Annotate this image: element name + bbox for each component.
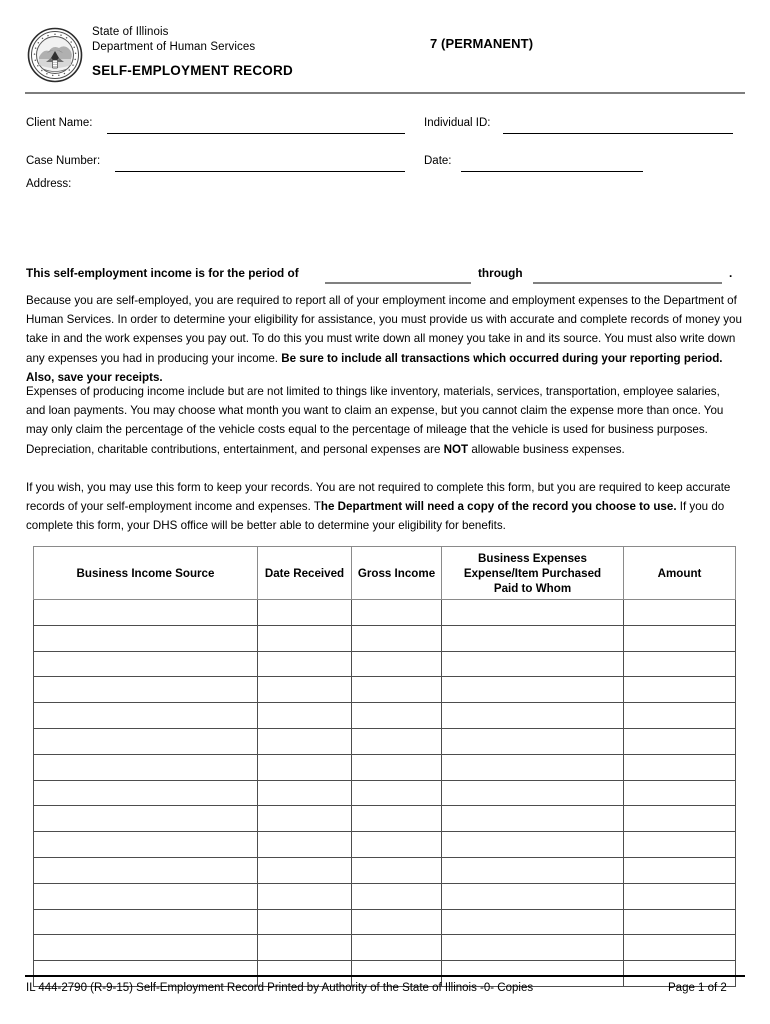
table-cell[interactable]: [624, 780, 736, 806]
table-cell[interactable]: [624, 935, 736, 961]
table-row: [34, 806, 736, 832]
period-terminator: .: [729, 266, 733, 280]
table-cell[interactable]: [624, 909, 736, 935]
column-header-expenses-line2: Expense/Item Purchased: [463, 566, 602, 580]
table-cell[interactable]: [258, 754, 352, 780]
form-retention-label: 7 (PERMANENT): [430, 36, 534, 51]
table-row: [34, 832, 736, 858]
table-cell[interactable]: [258, 857, 352, 883]
paragraph-3-emphasis: he Department will need a copy of the record you choose to use.: [320, 500, 677, 514]
column-header-business-expenses: [442, 547, 624, 600]
table-cell[interactable]: [442, 625, 624, 651]
table-cell[interactable]: [624, 625, 736, 651]
illinois-state-seal-icon: [27, 27, 83, 83]
table-row: [34, 909, 736, 935]
table-cell[interactable]: [352, 728, 442, 754]
header-divider: [25, 92, 745, 94]
table-cell[interactable]: [442, 806, 624, 832]
instructions-paragraph-3: [26, 478, 742, 536]
table-cell[interactable]: [352, 625, 442, 651]
table-cell[interactable]: [34, 677, 258, 703]
table-cell[interactable]: [258, 600, 352, 626]
paragraph-1-text: Because you are self-employed, you are required to report all of your employment income and employment expenses to the Department of Human Services. In order to determine your eligibility for assistance, you must provide us with accurate and complete records of money you take in and the work expenses you pay out. To do this you must write down all money you take in and its source. You must also write down any expenses you had in producing your income.: [26, 294, 742, 365]
footer-divider: [25, 975, 745, 977]
column-header-date-received: Date Received: [258, 547, 352, 600]
table-row: [34, 754, 736, 780]
table-cell[interactable]: [624, 728, 736, 754]
table-cell[interactable]: [258, 935, 352, 961]
table-cell[interactable]: [442, 754, 624, 780]
table-cell[interactable]: [624, 600, 736, 626]
table-cell[interactable]: [442, 728, 624, 754]
column-header-business-income-source: Business Income Source: [34, 547, 258, 600]
paragraph-3-text: If you wish, you may use this form to keep your records. You are not required to complete this form, but you are required to keep accurate records of your self-employment income and expenses. T: [26, 481, 731, 514]
table-cell[interactable]: [442, 703, 624, 729]
table-cell[interactable]: [442, 832, 624, 858]
table-cell[interactable]: [34, 703, 258, 729]
table-cell[interactable]: [624, 806, 736, 832]
table-cell[interactable]: [442, 600, 624, 626]
table-row: [34, 600, 736, 626]
table-cell[interactable]: [34, 806, 258, 832]
table-cell[interactable]: [352, 677, 442, 703]
table-cell[interactable]: [258, 883, 352, 909]
table-cell[interactable]: [352, 935, 442, 961]
table-cell[interactable]: [352, 600, 442, 626]
period-statement: [26, 266, 299, 280]
table-cell[interactable]: [442, 651, 624, 677]
paragraph-2-text: Expenses of producing income include but are not limited to things like inventory, materials, services, transportation, employee salaries, and loan payments. You may choose what month you want to claim an expense, but you cannot claim the expense more than once. You may only claim the percentage of the vehicle costs equal to the percentage of mileage that the vehicle is used for business purposes. Depreciation, charitable contributions, entertainment, and personal expenses are: [26, 385, 724, 456]
table-row: [34, 857, 736, 883]
table-cell[interactable]: [352, 857, 442, 883]
table-cell[interactable]: [34, 832, 258, 858]
individual-id-label: Individual ID:: [424, 117, 491, 129]
table-cell[interactable]: [624, 883, 736, 909]
period-from-input[interactable]: [325, 282, 471, 284]
client-name-input[interactable]: [107, 133, 405, 134]
period-to-input[interactable]: [533, 282, 722, 284]
table-cell[interactable]: [258, 780, 352, 806]
period-prefix: This self-employment income is for the period of: [26, 266, 299, 280]
table-cell[interactable]: [442, 909, 624, 935]
table-cell[interactable]: [34, 600, 258, 626]
table-cell[interactable]: [442, 677, 624, 703]
table-row: [34, 728, 736, 754]
table-row: [34, 883, 736, 909]
table-body: [34, 600, 736, 987]
table-cell[interactable]: [624, 703, 736, 729]
case-number-label: Case Number:: [26, 155, 101, 167]
table-cell[interactable]: [34, 728, 258, 754]
table-cell[interactable]: [352, 754, 442, 780]
table-cell[interactable]: [352, 806, 442, 832]
paragraph-3-text-tail: If you do complete this form, your DHS office will be better able to determine your eligibility for benefits.: [26, 500, 725, 533]
table-cell[interactable]: [34, 857, 258, 883]
table-cell[interactable]: [352, 909, 442, 935]
table-cell[interactable]: [442, 857, 624, 883]
table-row: [34, 651, 736, 677]
table-cell[interactable]: [258, 625, 352, 651]
date-input[interactable]: [461, 171, 643, 172]
instructions-paragraph-1: [26, 291, 742, 387]
table-cell[interactable]: [34, 935, 258, 961]
table-row: [34, 703, 736, 729]
table-header-row: [34, 547, 736, 600]
org-name-state: State of Illinois: [92, 26, 169, 38]
column-header-amount: Amount: [624, 547, 736, 600]
individual-id-input[interactable]: [503, 133, 733, 134]
paragraph-2-text-tail: allowable business expenses.: [468, 442, 625, 456]
table-cell[interactable]: [624, 857, 736, 883]
table-row: [34, 935, 736, 961]
paragraph-2-emphasis: NOT: [443, 442, 469, 456]
org-name-department: Department of Human Services: [92, 41, 256, 53]
self-employment-record-table: [33, 546, 736, 987]
footer-form-id: IL 444-2790 (R-9-15) Self-Employment Record Printed by Authority of the State of Illinois -0- Copies: [26, 982, 534, 994]
table-cell[interactable]: [258, 651, 352, 677]
table-cell[interactable]: [34, 883, 258, 909]
table-row: [34, 780, 736, 806]
table-cell[interactable]: [258, 832, 352, 858]
table-cell[interactable]: [258, 728, 352, 754]
address-label: Address:: [26, 178, 72, 190]
table-cell[interactable]: [258, 677, 352, 703]
table-cell[interactable]: [442, 883, 624, 909]
table-cell[interactable]: [352, 651, 442, 677]
page-title: SELF-EMPLOYMENT RECORD: [92, 63, 293, 78]
period-connector: through: [478, 266, 523, 280]
footer-page-number: Page 1 of 2: [668, 982, 727, 994]
column-header-expenses-line3: Paid to Whom: [493, 581, 572, 595]
table-cell[interactable]: [352, 780, 442, 806]
table-cell[interactable]: [34, 651, 258, 677]
client-name-label: Client Name:: [26, 117, 93, 129]
table-cell[interactable]: [352, 703, 442, 729]
table-cell[interactable]: [624, 651, 736, 677]
table-cell[interactable]: [442, 780, 624, 806]
table-cell[interactable]: [258, 909, 352, 935]
date-label: Date:: [424, 155, 452, 167]
table-cell[interactable]: [624, 832, 736, 858]
column-header-gross-income: Gross Income: [352, 547, 442, 600]
table-cell[interactable]: [34, 625, 258, 651]
table-cell[interactable]: [34, 780, 258, 806]
table-row: [34, 677, 736, 703]
table-cell[interactable]: [442, 935, 624, 961]
table-cell[interactable]: [352, 883, 442, 909]
column-header-expenses-line1: Business Expenses: [478, 551, 587, 565]
table-cell[interactable]: [258, 703, 352, 729]
table-cell[interactable]: [34, 909, 258, 935]
table-cell[interactable]: [258, 806, 352, 832]
case-number-input[interactable]: [115, 171, 405, 172]
table-cell[interactable]: [34, 754, 258, 780]
table-cell[interactable]: [624, 754, 736, 780]
table-row: [34, 625, 736, 651]
instructions-paragraph-2: [26, 382, 742, 459]
table-cell[interactable]: [352, 832, 442, 858]
paragraph-1-emphasis: Be sure to include all transactions which occurred during your reporting period. Also, save your receipts.: [26, 351, 723, 384]
table-cell[interactable]: [624, 677, 736, 703]
